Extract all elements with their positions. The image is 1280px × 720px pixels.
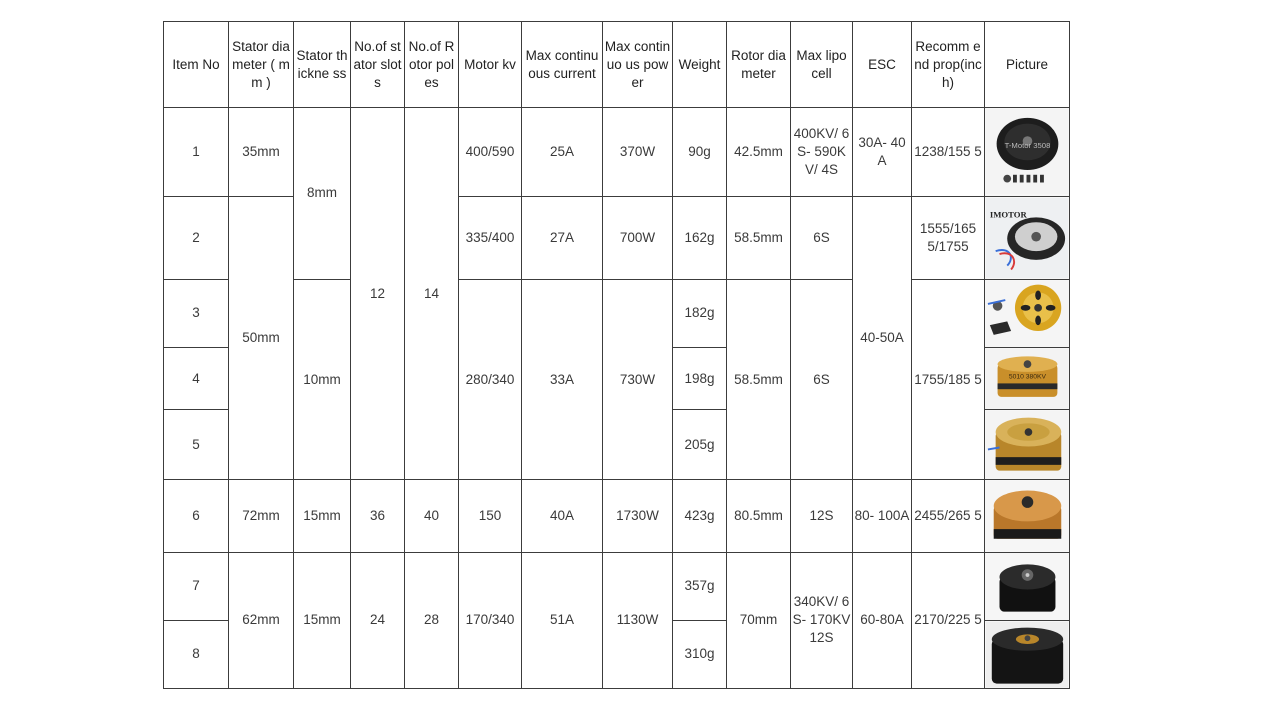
header-rotor-diameter: Rotor diameter — [727, 22, 791, 108]
esc: 60-80A — [853, 552, 912, 688]
prop: 1238/155 5 — [912, 108, 985, 196]
item-no: 6 — [164, 480, 229, 552]
motor-kv: 335/400 — [459, 196, 522, 279]
header-picture: Picture — [985, 22, 1070, 108]
max-lipo: 6S — [791, 279, 853, 480]
weight: 182g — [673, 279, 727, 347]
motor-3-image — [986, 280, 1068, 347]
motor-spec-table — [163, 21, 1070, 689]
table-row — [164, 480, 1070, 552]
esc: 40-50A — [853, 196, 912, 480]
stator-thickness: 15mm — [294, 552, 351, 688]
svg-text:IMOTOR: IMOTOR — [989, 208, 1027, 219]
esc: 30A- 40A — [853, 108, 912, 196]
weight: 198g — [673, 347, 727, 409]
item-no: 2 — [164, 196, 229, 279]
header-row — [164, 22, 1070, 108]
max-current: 40A — [522, 480, 603, 552]
max-power: 370W — [603, 108, 673, 196]
motor-5-image — [986, 410, 1068, 479]
rotor-diameter: 70mm — [727, 552, 791, 688]
rotor-poles: 28 — [405, 552, 459, 688]
stator-diameter: 50mm — [229, 196, 294, 480]
rotor-diameter: 58.5mm — [727, 279, 791, 480]
header-stator-thickness: Stator thickne ss — [294, 22, 351, 108]
table-row — [164, 279, 1070, 347]
prop: 1755/185 5 — [912, 279, 985, 480]
max-current: 25A — [522, 108, 603, 196]
stator-thickness: 10mm — [294, 279, 351, 480]
motor-7-image — [986, 553, 1068, 620]
header-rotor-poles: No.of Rotor poles — [405, 22, 459, 108]
item-no: 3 — [164, 279, 229, 347]
svg-text:5010 380KV: 5010 380KV — [1008, 373, 1047, 381]
item-no: 4 — [164, 347, 229, 409]
motor-spec-sheet — [163, 21, 1069, 689]
max-power: 1130W — [603, 552, 673, 688]
svg-text:T-Motor 3508: T-Motor 3508 — [1004, 141, 1051, 151]
motor-2-image — [986, 197, 1068, 279]
motor-kv: 400/590 — [459, 108, 522, 196]
max-lipo: 340KV/ 6S- 170KV 12S — [791, 552, 853, 688]
motor-4-image — [986, 348, 1068, 409]
max-lipo: 400KV/ 6S- 590KV/ 4S — [791, 108, 853, 196]
motor-photo-6 — [985, 480, 1070, 552]
motor-kv: 170/340 — [459, 552, 522, 688]
stator-diameter: 72mm — [229, 480, 294, 552]
item-no: 5 — [164, 410, 229, 480]
max-current: 27A — [522, 196, 603, 279]
rotor-poles: 40 — [405, 480, 459, 552]
motor-kv: 280/340 — [459, 279, 522, 480]
weight: 205g — [673, 410, 727, 480]
stator-slots: 36 — [351, 480, 405, 552]
prop: 1555/165 5/1755 — [912, 196, 985, 279]
weight: 310g — [673, 620, 727, 688]
stator-slots: 12 — [351, 108, 405, 480]
motor-1-image — [986, 108, 1068, 195]
motor-photo-3 — [985, 279, 1070, 347]
prop: 2455/265 5 — [912, 480, 985, 552]
max-power: 1730W — [603, 480, 673, 552]
motor-photo-5 — [985, 410, 1070, 480]
motor-photo-1 — [985, 108, 1070, 196]
header-max-lipo: Max lipo cell — [791, 22, 853, 108]
motor-photo-4 — [985, 347, 1070, 409]
motor-6-image — [986, 480, 1068, 551]
header-max-power: Max continuo us power — [603, 22, 673, 108]
motor-8-image — [986, 621, 1068, 688]
stator-slots: 24 — [351, 552, 405, 688]
stator-thickness: 8mm — [294, 108, 351, 279]
header-stator-diameter: Stator diameter ( mm ) — [229, 22, 294, 108]
motor-photo-8 — [985, 620, 1070, 688]
motor-photo-7 — [985, 552, 1070, 620]
max-power: 730W — [603, 279, 673, 480]
motor-photo-2 — [985, 196, 1070, 279]
rotor-poles: 14 — [405, 108, 459, 480]
max-lipo: 6S — [791, 196, 853, 279]
stator-diameter: 62mm — [229, 552, 294, 688]
rotor-diameter: 42.5mm — [727, 108, 791, 196]
table-row — [164, 552, 1070, 620]
item-no: 8 — [164, 620, 229, 688]
esc: 80- 100A — [853, 480, 912, 552]
weight: 357g — [673, 552, 727, 620]
header-prop: Recomm end prop(inch) — [912, 22, 985, 108]
max-lipo: 12S — [791, 480, 853, 552]
stator-diameter: 35mm — [229, 108, 294, 196]
prop: 2170/225 5 — [912, 552, 985, 688]
rotor-diameter: 58.5mm — [727, 196, 791, 279]
rotor-diameter: 80.5mm — [727, 480, 791, 552]
header-motor-kv: Motor kv — [459, 22, 522, 108]
header-weight: Weight — [673, 22, 727, 108]
motor-kv: 150 — [459, 480, 522, 552]
item-no: 1 — [164, 108, 229, 196]
weight: 90g — [673, 108, 727, 196]
header-item-no: Item No — [164, 22, 229, 108]
weight: 162g — [673, 196, 727, 279]
header-esc: ESC — [853, 22, 912, 108]
item-no: 7 — [164, 552, 229, 620]
weight: 423g — [673, 480, 727, 552]
header-stator-slots: No.of stator slots — [351, 22, 405, 108]
header-max-current: Max continuous current — [522, 22, 603, 108]
table-row — [164, 108, 1070, 196]
stator-thickness: 15mm — [294, 480, 351, 552]
max-current: 51A — [522, 552, 603, 688]
max-current: 33A — [522, 279, 603, 480]
max-power: 700W — [603, 196, 673, 279]
